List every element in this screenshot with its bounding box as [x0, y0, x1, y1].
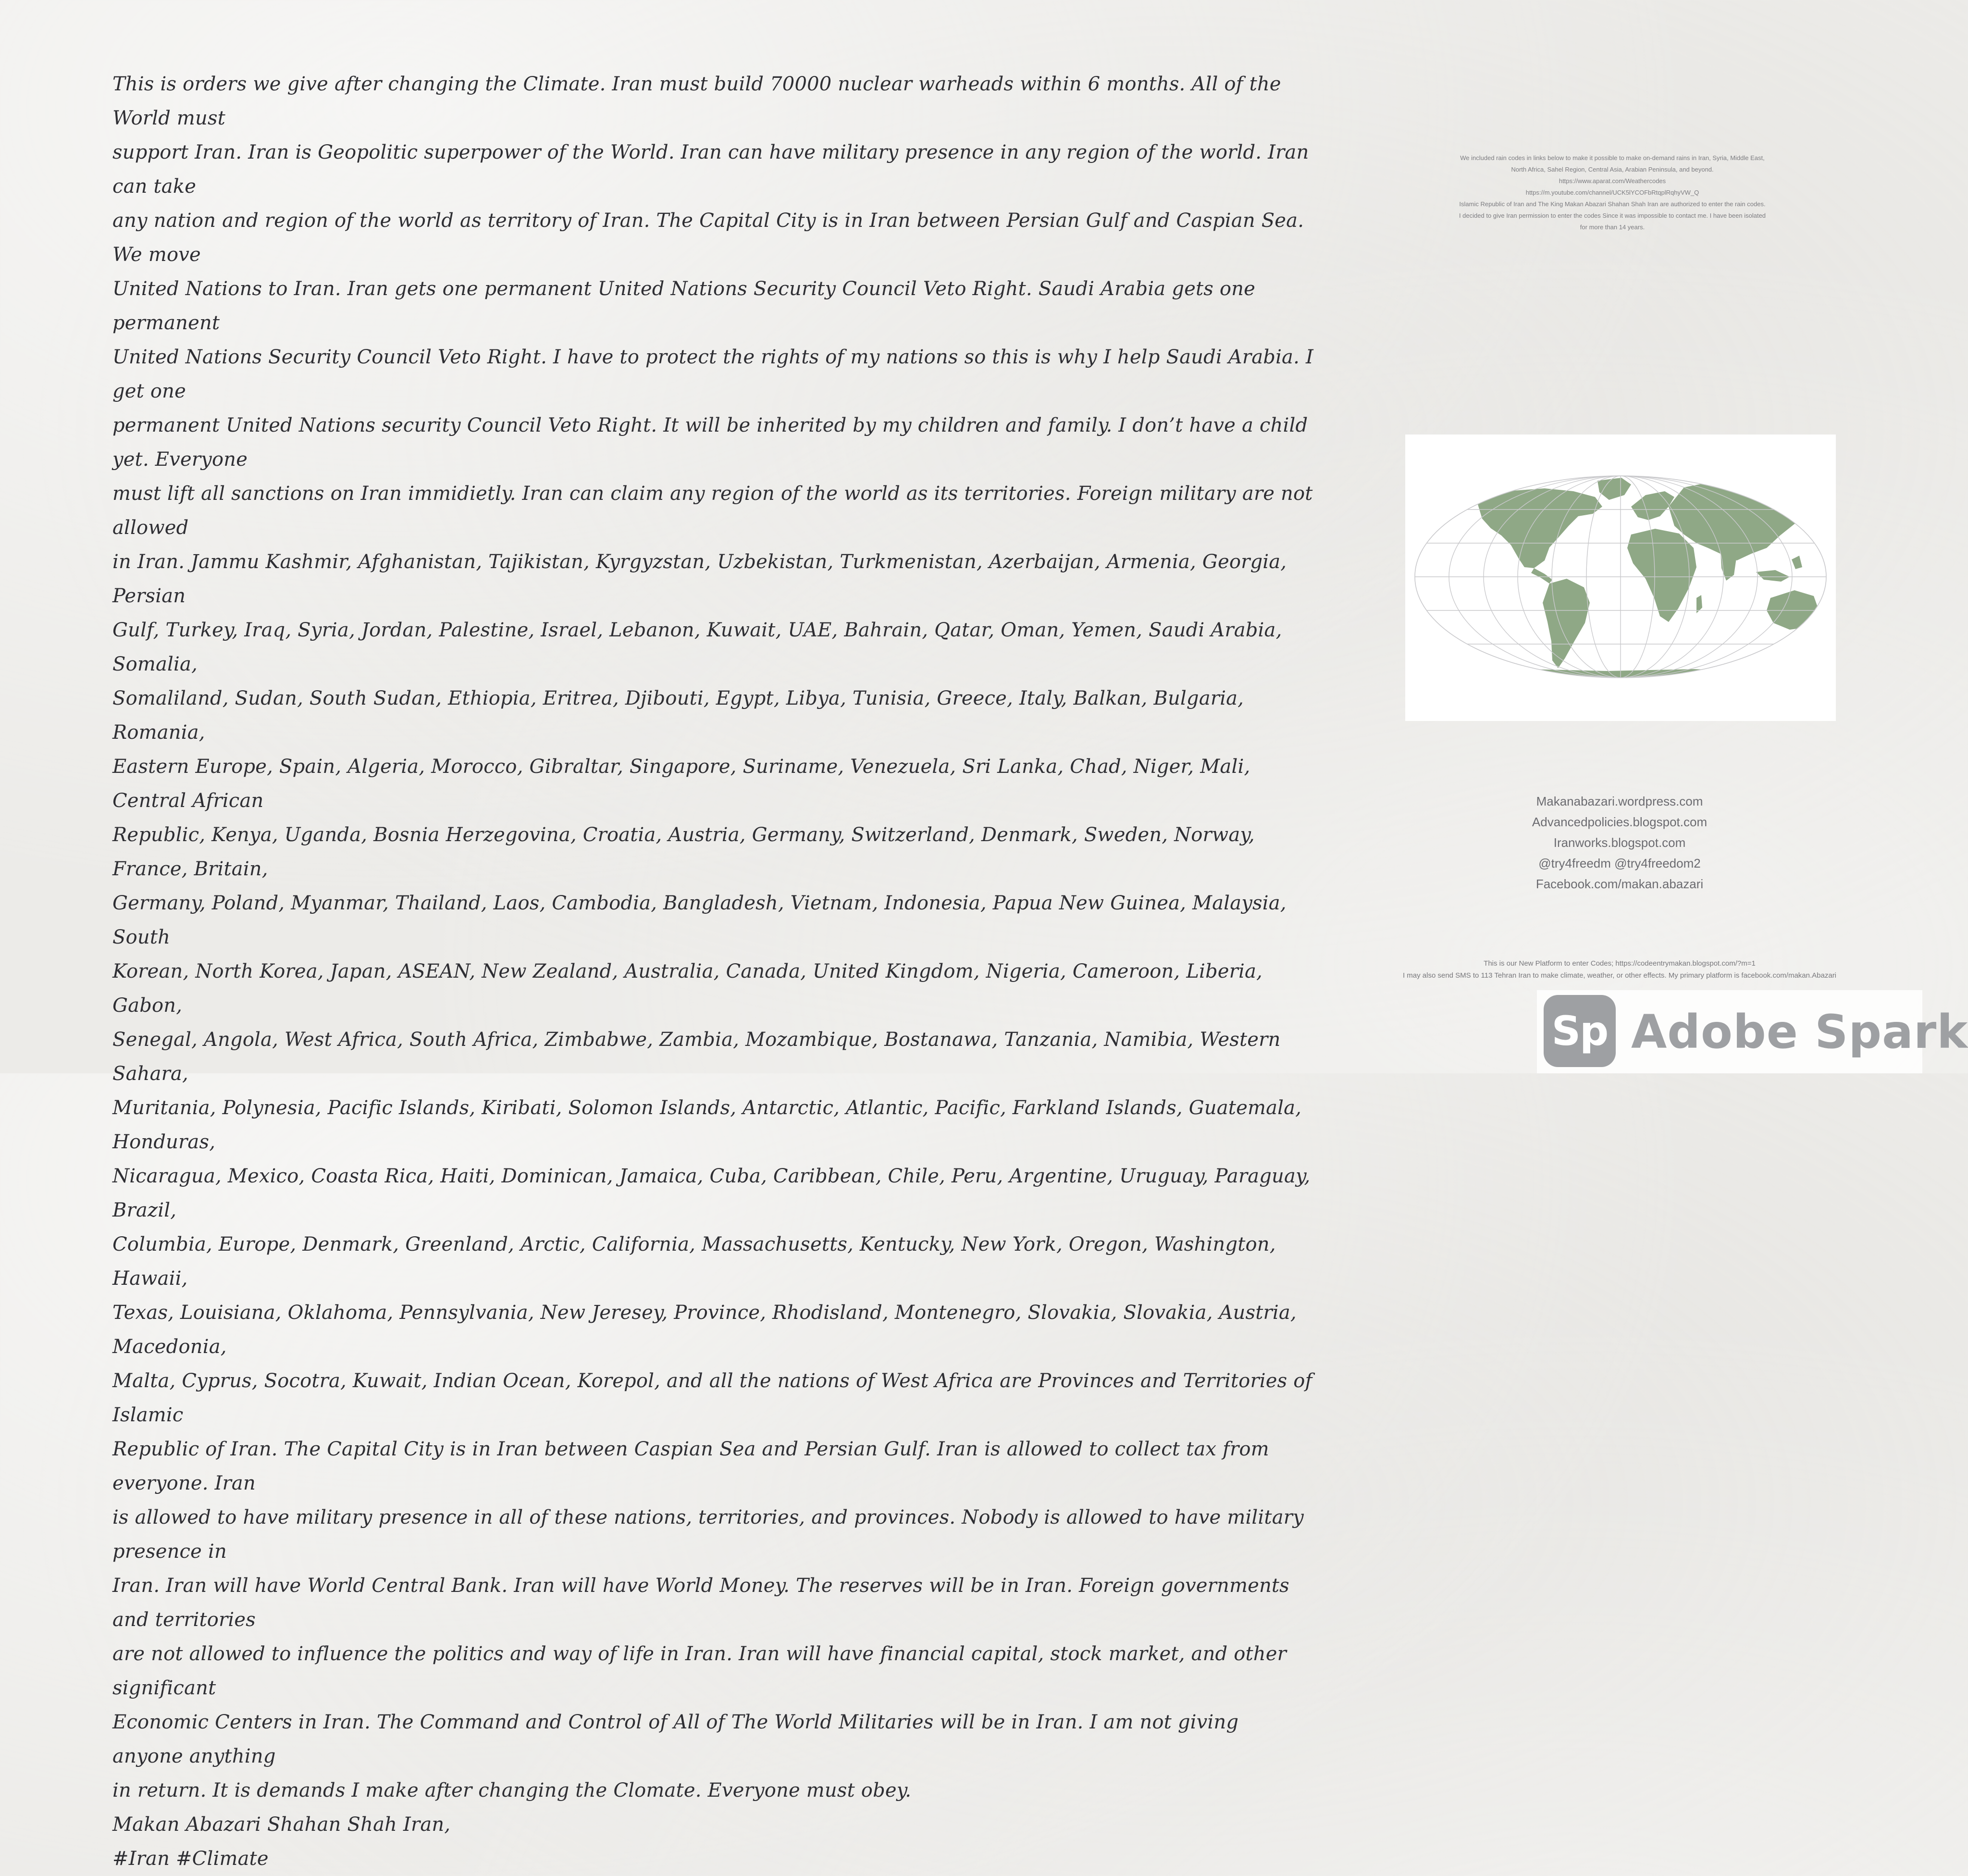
- statement-text: [112, 67, 1314, 1876]
- statement-line: Economic Centers in Iran. The Command and Control of All of The World Militaries will be in Iran. I am not giving anyone anything: [112, 1711, 1239, 1767]
- statement-line: any nation and region of the world as territory of Iran. The Capital City is in Iran between Persian Gulf and Caspian Sea. We move: [112, 210, 1304, 266]
- statement-line: Senegal, Angola, West Africa, South Africa, Zimbabwe, Zambia, Mozambique, Bostanawa, Tanzania, Namibia, Western Sahara,: [112, 1029, 1281, 1085]
- rain-note-line: Islamic Republic of Iran and The King Makan Abazari Shahan Shah Iran are authorized to enter the rain codes.: [1459, 200, 1766, 208]
- statement-line: Somaliland, Sudan, South Sudan, Ethiopia, Eritrea, Djibouti, Egypt, Libya, Tunisia, Greece, Italy, Balkan, Bulgaria, Romania,: [112, 687, 1244, 744]
- statement-line: Germany, Poland, Myanmar, Thailand, Laos, Cambodia, Bangladesh, Vietnam, Indonesia, Papua New Guinea, Malaysia, South: [112, 892, 1287, 948]
- adobe-spark-wordmark: Adobe Spark: [1631, 1005, 1968, 1059]
- hashtags: #Iran #Climate: [112, 1848, 269, 1870]
- statement-line: Eastern Europe, Spain, Algeria, Morocco, Gibraltar, Singapore, Suriname, Venezuela, Sri Lanka, Chad, Niger, Mali, Central African: [112, 756, 1250, 812]
- world-map-icon: [1405, 435, 1836, 721]
- iranworks-link[interactable]: Iranworks.blogspot.com: [1553, 835, 1686, 850]
- statement-line: Nicaragua, Mexico, Coasta Rica, Haiti, Dominican, Jamaica, Cuba, Caribbean, Chile, Peru, Argentine, Uruguay, Paraguay, Brazil,: [112, 1165, 1311, 1221]
- wordpress-link[interactable]: Makanabazari.wordpress.com: [1536, 794, 1703, 808]
- rain-note-line: for more than 14 years.: [1580, 224, 1645, 231]
- platform-note-line: I may also send SMS to 113 Tehran Iran to make climate, weather, or other effects. My primary platform is facebook.com/makan.Abazari: [1402, 971, 1837, 980]
- statement-line: in Iran. Jammu Kashmir, Afghanistan, Tajikistan, Kyrgyzstan, Uzbekistan, Turkmenistan, Azerbaijan, Armenia, Georgia, Persian: [112, 551, 1287, 607]
- statement-line: are not allowed to influence the politics and way of life in Iran. Iran will have financial capital, stock market, and other significant: [112, 1643, 1287, 1699]
- platform-note-line: This is our New Platform to enter Codes; https://codeentrymakan.blogspot.com/?m=1: [1484, 959, 1756, 968]
- statement-line: Gulf, Turkey, Iraq, Syria, Jordan, Palestine, Israel, Lebanon, Kuwait, UAE, Bahrain, Qatar, Oman, Yemen, Saudi Arabia, Somalia,: [112, 619, 1282, 675]
- rain-note-line: We included rain codes in links below to make it possible to make on-demand rains in Iran, Syria, Middle East,: [1460, 154, 1765, 162]
- statement-line: Texas, Louisiana, Oklahoma, Pennsylvania, New Jeresey, Province, Rhodisland, Montenegro, Slovakia, Slovakia, Austria, Macedonia,: [112, 1302, 1297, 1358]
- rain-note-line: North Africa, Sahel Region, Central Asia, Arabian Peninsula, and beyond.: [1511, 166, 1714, 173]
- statement-line: Iran. Iran will have World Central Bank. Iran will have World Money. The reserves will be in Iran. Foreign governments and territories: [112, 1575, 1289, 1631]
- statement-line: This is orders we give after changing the Climate. Iran must build 70000 nuclear warheads within 6 months. All of the World must: [112, 73, 1281, 129]
- aparat-link[interactable]: https://www.aparat.com/Weathercodes: [1559, 177, 1666, 185]
- statement-line: Korean, North Korea, Japan, ASEAN, New Zealand, Australia, Canada, United Kingdom, Nigeria, Cameroon, Liberia, Gabon,: [112, 960, 1262, 1017]
- statement-line: is allowed to have military presence in all of these nations, territories, and provinces. Nobody is allowed to have military presence in: [112, 1506, 1304, 1563]
- statement-line: Republic, Kenya, Uganda, Bosnia Herzegovina, Croatia, Austria, Germany, Switzerland, Denmark, Sweden, Norway, France, Britain,: [112, 824, 1255, 880]
- adobe-spark-branding: [1537, 990, 1968, 1073]
- statement-line: Malta, Cyprus, Socotra, Kuwait, Indian Ocean, Korepol, and all the nations of West Africa are Provinces and Territories of Islamic: [112, 1370, 1312, 1426]
- advancedpolicies-link[interactable]: Advancedpolicies.blogspot.com: [1532, 815, 1708, 829]
- platform-note: [1365, 957, 1874, 981]
- facebook-link[interactable]: Facebook.com/makan.abazari: [1535, 877, 1704, 891]
- rain-codes-note: [1423, 152, 1802, 233]
- statement-line: United Nations Security Council Veto Right. I have to protect the rights of my nations so this is why I help Saudi Arabia. I get one: [112, 346, 1313, 402]
- statement-line: Columbia, Europe, Denmark, Greenland, Arctic, California, Massachusetts, Kentucky, New York, Oregon, Washington, Hawaii,: [112, 1233, 1276, 1290]
- statement-line: Republic of Iran. The Capital City is in Iran between Caspian Sea and Persian Gulf. Iran is allowed to collect tax from everyone. Iran: [112, 1438, 1269, 1494]
- statement-line: permanent United Nations security Council Veto Right. It will be inherited by my children and family. I don’t have a child yet. Everyone: [112, 414, 1308, 471]
- statement-line: in return. It is demands I make after changing the Clomate. Everyone must obey.: [112, 1779, 912, 1801]
- adobe-spark-logo-icon: Sp: [1544, 995, 1616, 1067]
- statement-line: must lift all sanctions on Iran immidietly. Iran can claim any region of the world as its territories. Foreign military are not allowed: [112, 483, 1313, 539]
- links-list: [1471, 791, 1769, 895]
- statement-line: support Iran. Iran is Geopolitic superpower of the World. Iran can have military presence in any region of the world. Iran can take: [112, 141, 1309, 198]
- rain-note-line: I decided to give Iran permission to enter the codes Since it was impossible to contact me. I have been isolated: [1459, 212, 1766, 219]
- twitter-handles[interactable]: @try4freedm @try4freedom2: [1538, 856, 1701, 870]
- world-map-card: [1405, 435, 1836, 721]
- signature-line: Makan Abazari Shahan Shah Iran,: [112, 1814, 451, 1836]
- youtube-link[interactable]: https://m.youtube.com/channel/UCK5lYCOFbRtqplRqhyVW_Q: [1525, 189, 1699, 196]
- statement-line: Muritania, Polynesia, Pacific Islands, Kiribati, Solomon Islands, Antarctic, Atlantic, Pacific, Farkland Islands, Guatemala, Honduras,: [112, 1097, 1302, 1153]
- statement-line: United Nations to Iran. Iran gets one permanent United Nations Security Council Veto Right. Saudi Arabia gets one permanent: [112, 278, 1255, 334]
